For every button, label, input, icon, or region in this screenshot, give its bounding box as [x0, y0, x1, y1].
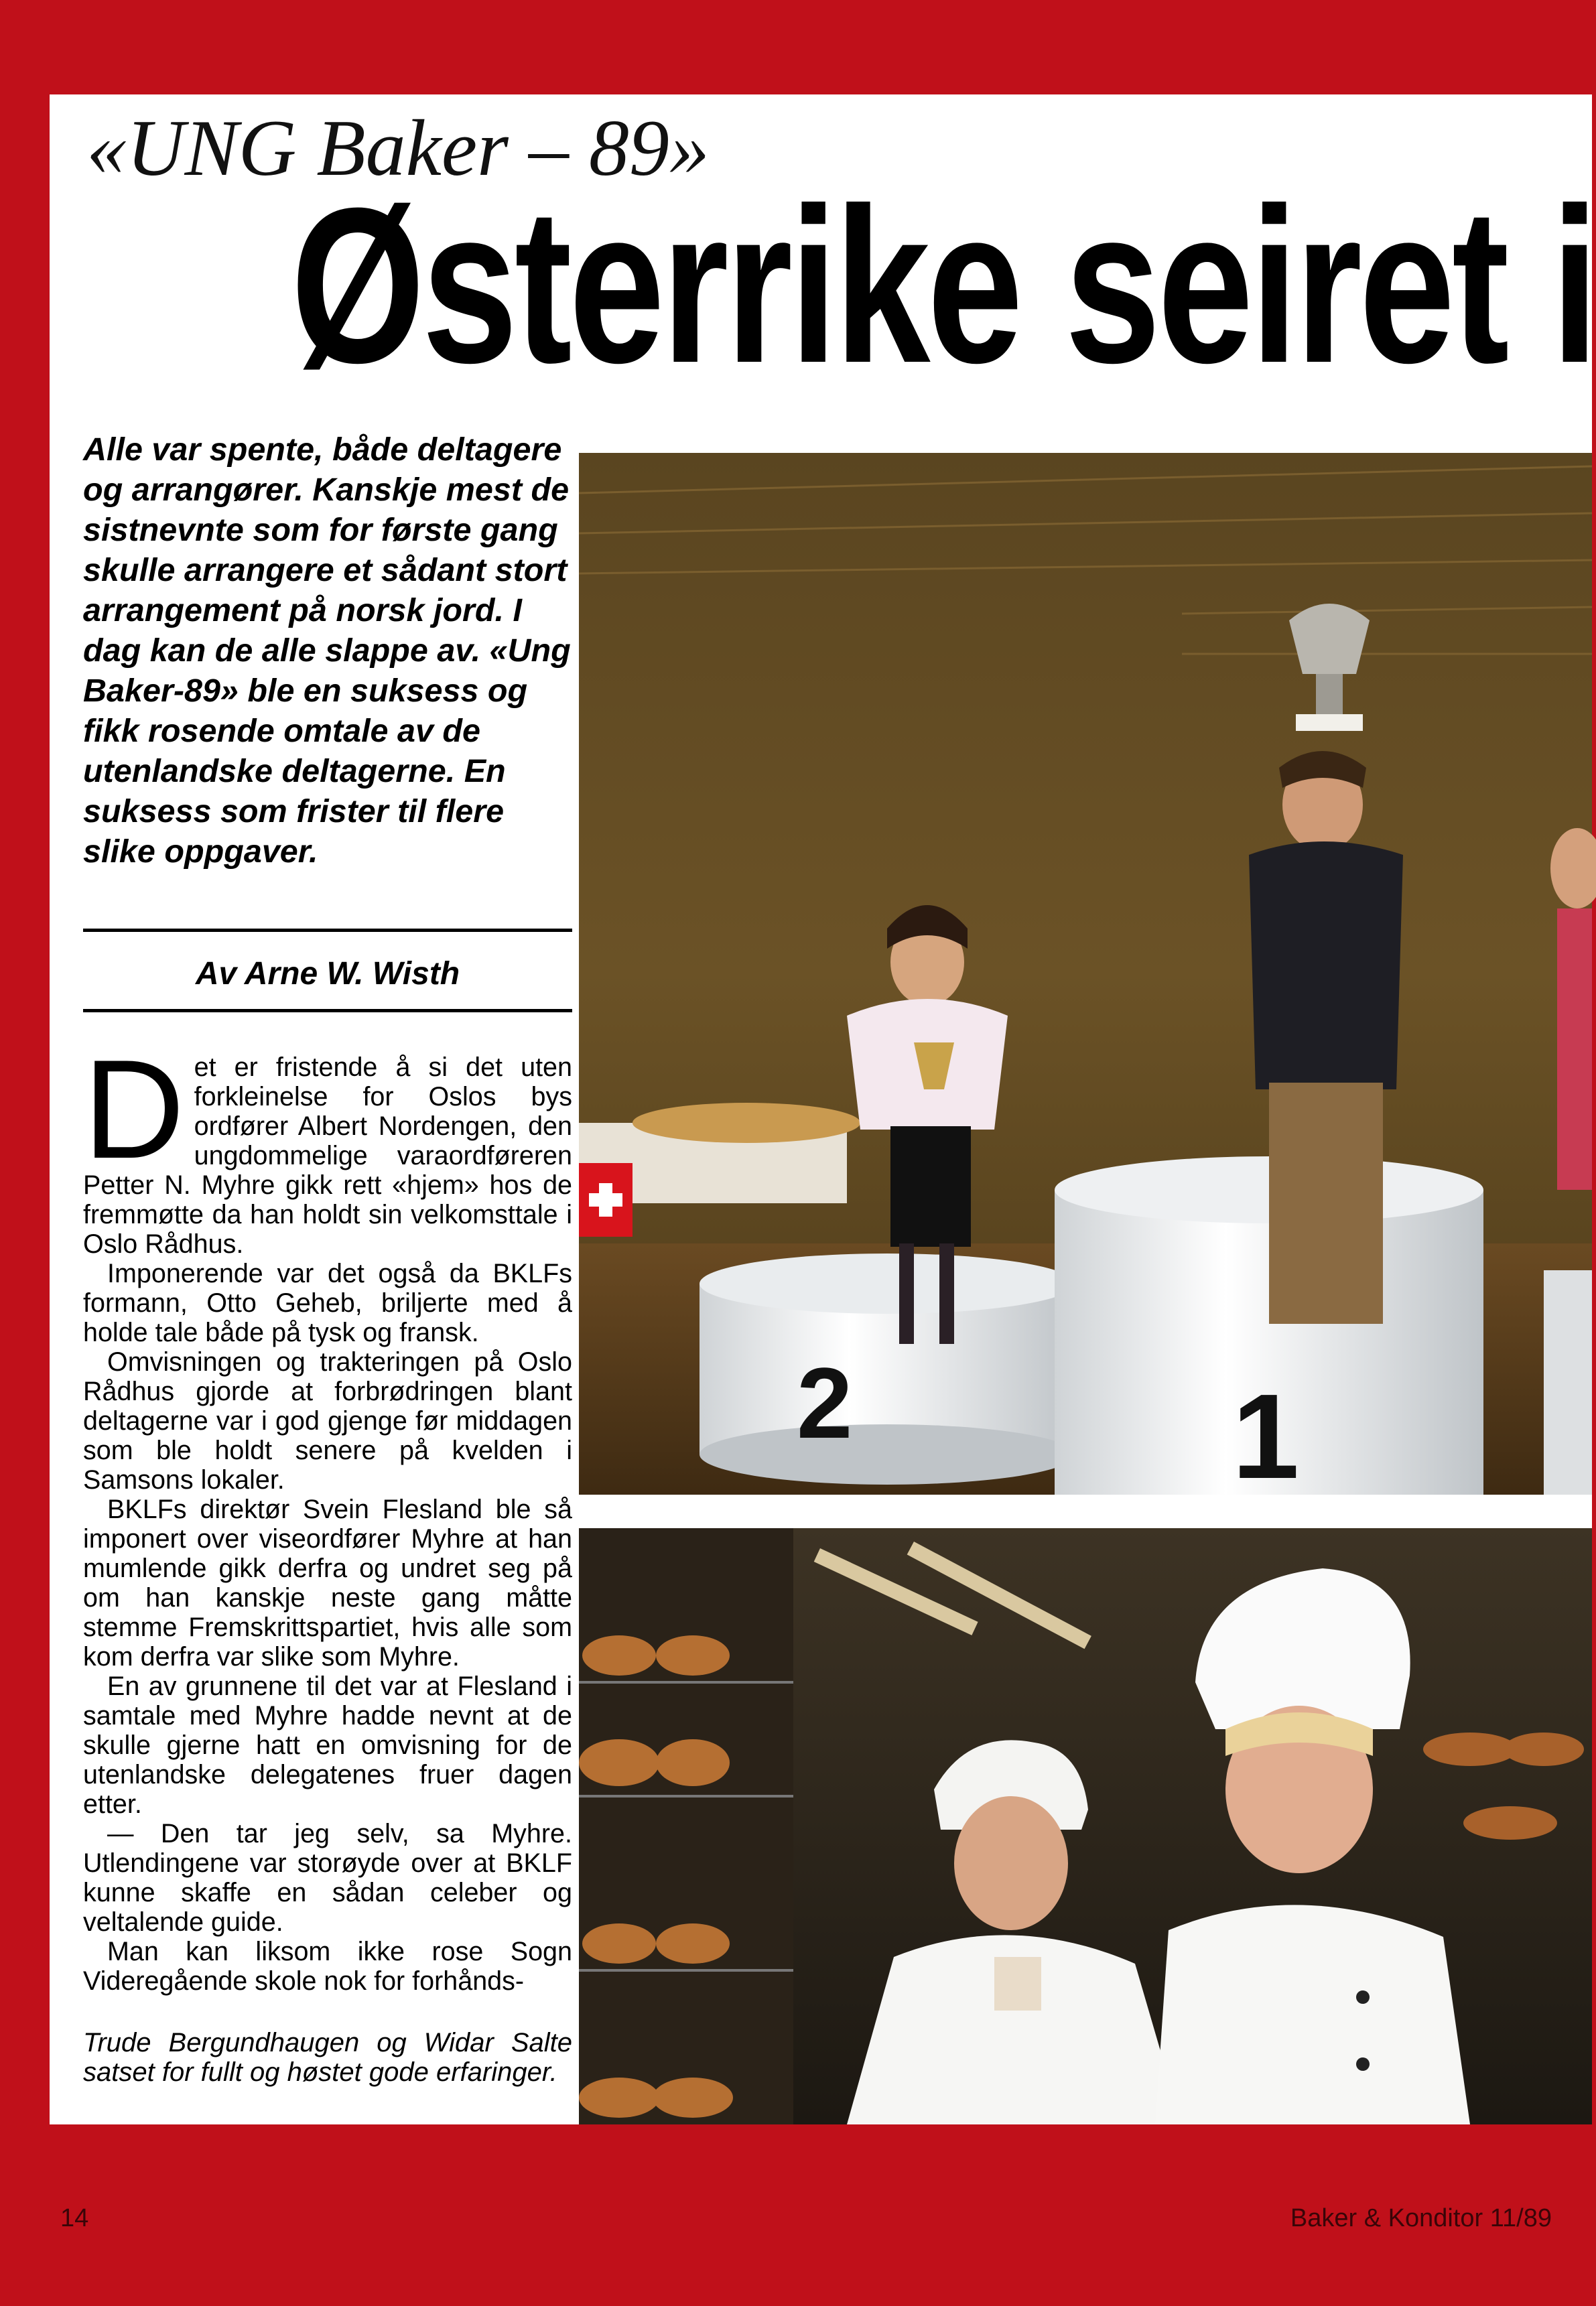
bakery-photo	[579, 1528, 1592, 2124]
podium-number-1: 1	[1232, 1369, 1300, 1504]
paragraph: En av grunnene til det var at Flesland i samtale med Myhre hadde nevnt at de skulle gjerne hatt en omvisning for de utenlandske delegatenes fruer dagen etter.	[83, 1672, 572, 1819]
podium-photo	[579, 453, 1592, 1504]
lead-paragraph: Alle var spente, både deltagere og arrangører. Kanskje mest de sistnevnte som for første gang skulle arrangere et sådant stort arrangement på norsk jord. I dag kan de alle slappe av. «Ung Baker-89» ble en suksess og fikk rosende omtale av de utenlandske deltagerne. En suksess som frister til flere slike oppgaver.	[83, 431, 571, 870]
podium-number-2: 2	[797, 1347, 853, 1459]
article-body	[83, 1030, 572, 1996]
headline: Østerrike seiret i	[291, 161, 1596, 409]
paragraph: Man kan liksom ikke rose Sogn Videregående skole nok for forhånds-	[83, 1937, 572, 1996]
magazine-page	[50, 94, 1596, 2124]
kicker: «UNG Baker – 89»	[86, 103, 710, 192]
paragraph: Det er fristende å si det uten forkleinelse for Oslos bys ordfører Albert Nordengen, den ungdommelige varaordføreren Petter N. Myhre gikk rett «hjem» hos de fremmøtte da han holdt sin velkomsttale i Oslo Rådhus.	[83, 1030, 572, 1259]
divider-bottom	[83, 1009, 572, 1012]
paragraph: BKLFs direktør Svein Flesland ble så imponert over viseordfører Myhre at han mumlende gikk derfra og undret seg på om han kanskje neste gang måtte stemme Fremskrittspartiet, hvis alle som kom derfra var slike som Myhre.	[83, 1495, 572, 1672]
photo-caption: Trude Bergundhaugen og Widar Salte satset for fullt og høstet gode erfaringer.	[83, 2028, 572, 2087]
paragraph: Omvisningen og trakteringen på Oslo Rådhus gjorde at forbrødringen blant deltagerne var i god gjenge før middagen som ble holdt senere på kvelden i Samsons lokaler.	[83, 1347, 572, 1495]
byline: Av Arne W. Wisth	[195, 956, 460, 992]
drop-cap: D	[83, 1030, 185, 1188]
divider-top	[83, 929, 572, 932]
paragraph: — Den tar jeg selv, sa Myhre. Utlendingene var storøyde over at BKLF kunne skaffe en sådan celeber og veltalende guide.	[83, 1819, 572, 1937]
magazine-footer: Baker & Konditor 11/89	[1290, 2204, 1552, 2232]
paragraph: Imponerende var det også da BKLFs formann, Otto Geheb, briljerte med å holde tale både på tysk og fransk.	[83, 1259, 572, 1347]
page-number: 14	[60, 2204, 89, 2232]
